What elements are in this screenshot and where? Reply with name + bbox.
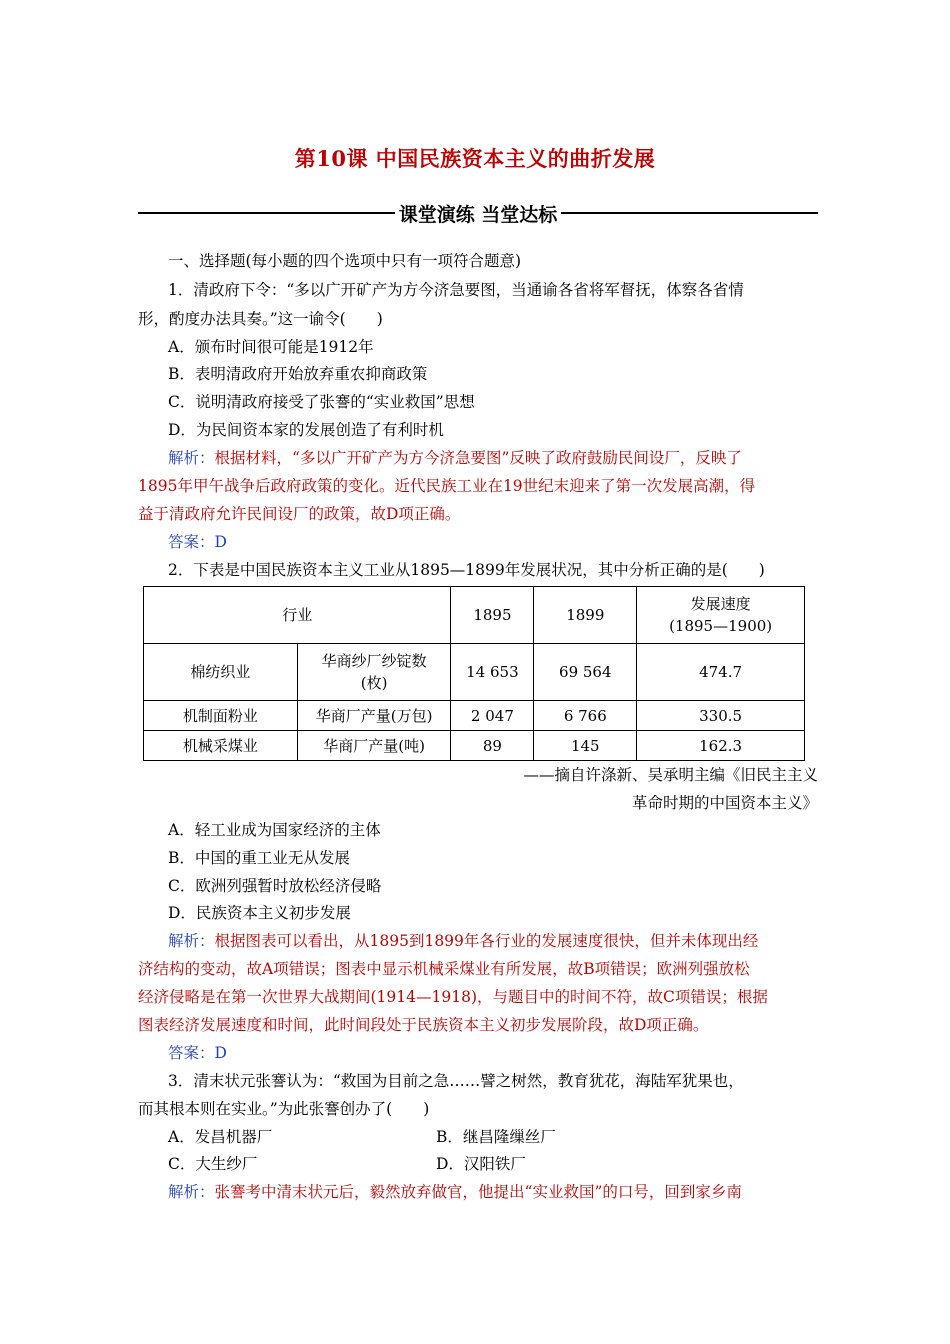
q2-option-a: A．轻工业成为国家经济的主体	[168, 821, 381, 839]
table-row	[144, 701, 805, 731]
q1-option-d: D．为民间资本家的发展创造了有利时机	[168, 421, 444, 439]
q2-explanation-line1	[168, 931, 818, 951]
table-source-line1: ——摘自许涤新、吴承明主编《旧民主主义	[523, 766, 818, 784]
q3-option-b: B．继昌隆缫丝厂	[436, 1128, 556, 1146]
row-industry: 机制面粉业	[144, 701, 298, 731]
row-value-1899: 69 564	[534, 644, 637, 701]
q3-explanation-line1	[168, 1182, 818, 1202]
row-metric	[297, 644, 451, 701]
industry-table	[143, 586, 805, 761]
q3-explanation-label: 解析：	[168, 1183, 215, 1201]
q2-answer: 答案：D	[168, 1044, 227, 1062]
q3-explanation-text: 张謇考中清末状元后，毅然放弃做官，他提出“实业救国”的口号，回到家乡南	[214, 1183, 742, 1201]
header-speed-line2: (1895—1900)	[669, 617, 773, 635]
subtitle: 课堂演练 当堂达标	[398, 203, 558, 226]
q1-explanation-label: 解析：	[168, 449, 215, 467]
header-industry: 行业	[144, 587, 451, 644]
header-speed	[637, 587, 805, 644]
table-row	[144, 731, 805, 761]
row-industry: 机械采煤业	[144, 731, 298, 761]
q1-stem-line1: 1．清政府下令：“多以广开矿产为方今济急要图，当通谕各省将军督抚，体察各省情	[168, 281, 744, 299]
table-row	[144, 644, 805, 701]
row-metric: 华商厂产量(万包)	[297, 701, 451, 731]
row-value-1895: 14 653	[451, 644, 534, 701]
q2-explanation-line4: 图表经济发展速度和时间，此时间段处于民族资本主义初步发展阶段，故D项正确。	[138, 1016, 709, 1034]
q2-explanation-line2: 济结构的变动，故A项错误；图表中显示机械采煤业有所发展，故B项错误；欧洲列强放松	[138, 960, 750, 978]
q3-options-row2	[168, 1154, 818, 1174]
q1-stem-line2: 形，酌度办法具奏。”这一谕令( )	[138, 310, 383, 328]
q1-option-a: A．颁布时间很可能是1912年	[168, 338, 374, 356]
header-1895: 1895	[451, 587, 534, 644]
row-value-1899: 6 766	[534, 701, 637, 731]
q1-explanation-line3: 益于清政府允许民间设厂的政策，故D项正确。	[138, 505, 461, 523]
q3-options-row1	[168, 1127, 818, 1147]
row-metric-line1: 华商纱厂纱锭数	[321, 652, 427, 670]
lesson-title: 第10课 中国民族资本主义的曲折发展	[294, 146, 656, 171]
row-metric-line2: (枚)	[360, 674, 388, 692]
table-header-row	[144, 587, 805, 644]
header-1899: 1899	[534, 587, 637, 644]
row-speed: 330.5	[637, 701, 805, 731]
q2-explanation-label: 解析：	[168, 932, 215, 950]
q3-option-a: A．发昌机器厂	[168, 1128, 273, 1146]
q2-option-d: D．民族资本主义初步发展	[168, 904, 351, 922]
row-speed: 162.3	[637, 731, 805, 761]
q1-option-b: B．表明清政府开始放弃重农抑商政策	[168, 365, 428, 383]
q2-explanation-text: 根据图表可以看出，从1895到1899年各行业的发展速度很快，但并未体现出经	[214, 932, 759, 950]
q3-option-c: C．大生纱厂	[168, 1155, 258, 1173]
q2-option-b: B．中国的重工业无从发展	[168, 849, 350, 867]
row-industry: 棉纺织业	[144, 644, 298, 701]
subtitle-rule-left	[138, 212, 395, 214]
q2-option-c: C．欧洲列强暂时放松经济侵略	[168, 877, 382, 895]
q1-explanation-line2: 1895年甲午战争后政府政策的变化。近代民族工业在19世纪末迎来了第一次发展高潮，得	[138, 477, 756, 495]
q1-answer: 答案：D	[168, 533, 227, 551]
q1-option-c: C．说明清政府接受了张謇的“实业救国”思想	[168, 393, 475, 411]
row-value-1895: 2 047	[451, 701, 534, 731]
q1-explanation-text: 根据材料，“多以广开矿产为方今济急要图”反映了政府鼓励民间设厂，反映了	[214, 449, 742, 467]
q3-option-d: D．汉阳铁厂	[436, 1155, 526, 1173]
subtitle-banner	[138, 198, 818, 228]
row-value-1899: 145	[534, 731, 637, 761]
q1-explanation-line1	[168, 448, 818, 468]
q3-stem-line1: 3．清末状元张謇认为：“救国为目前之急……譬之树然，教育犹花，海陆军犹果也，	[168, 1072, 744, 1090]
q2-explanation-line3: 经济侵略是在第一次世界大战期间(1914—1918)，与题目中的时间不符，故C项错误；根据	[138, 988, 768, 1006]
header-speed-line1: 发展速度	[690, 595, 751, 613]
table-source-line2: 革命时期的中国资本主义》	[631, 794, 818, 812]
row-value-1895: 89	[451, 731, 534, 761]
q2-stem: 2．下表是中国民族资本主义工业从1895—1899年发展状况，其中分析正确的是( )	[168, 561, 765, 579]
q3-stem-line2: 而其根本则在实业。”为此张謇创办了( )	[138, 1100, 430, 1118]
row-metric: 华商厂产量(吨)	[297, 731, 451, 761]
section-heading: 一、选择题(每小题的四个选项中只有一项符合题意)	[168, 252, 522, 270]
row-speed: 474.7	[637, 644, 805, 701]
subtitle-rule-right	[561, 212, 818, 214]
